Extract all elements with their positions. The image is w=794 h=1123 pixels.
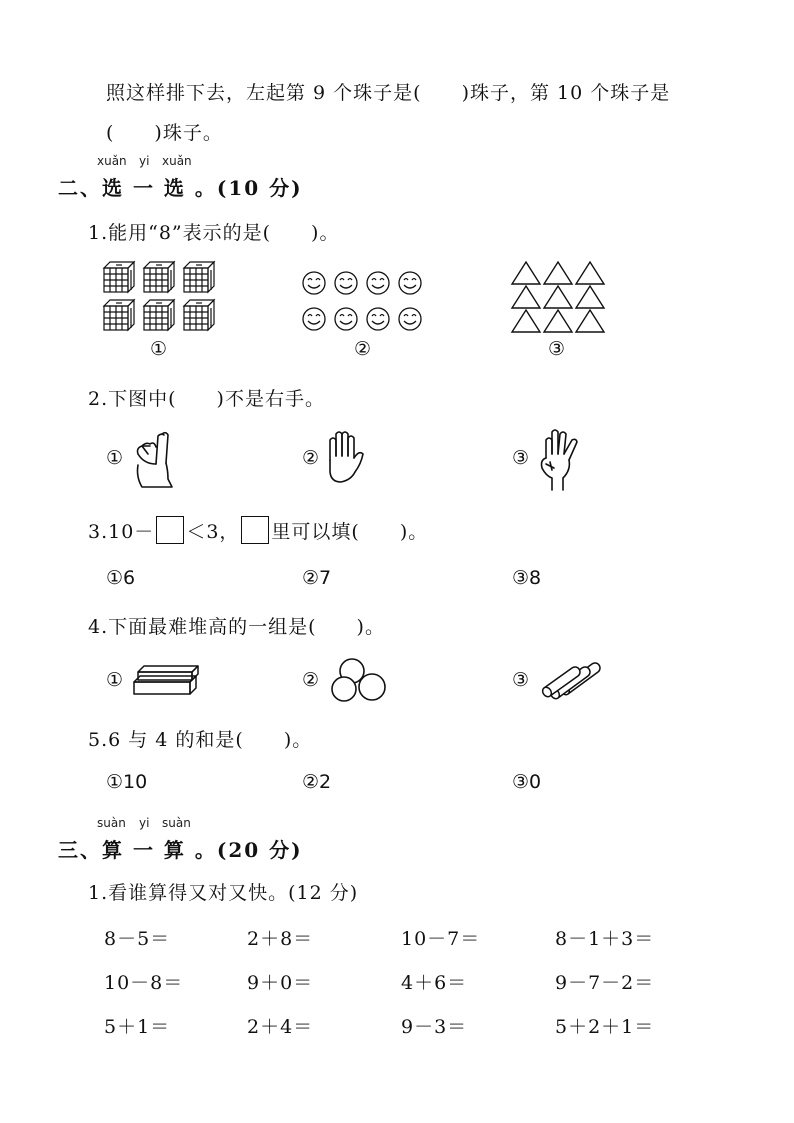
smiley-faces-icon bbox=[302, 271, 428, 333]
section-2-title: 二、选 一 选 。(10 分) bbox=[58, 176, 303, 200]
cube-group-icon bbox=[104, 262, 224, 334]
question-2-1: 1.能用“8”表示的是( )。 bbox=[88, 222, 340, 244]
equation: 2＋4＝ bbox=[247, 1016, 314, 1038]
q3-option-1: ①6 bbox=[106, 567, 136, 589]
q2-option-3-label: ③ bbox=[512, 447, 530, 469]
equation: 4＋6＝ bbox=[401, 972, 468, 994]
q1-option-3-label: ③ bbox=[548, 338, 566, 360]
question-2-2: 2.下图中( )不是右手。 bbox=[88, 388, 325, 410]
q3-option-2: ②7 bbox=[302, 567, 332, 589]
pinyin-xuan1: xuǎn bbox=[97, 154, 127, 168]
question-continuation-line1: 照这样排下去，左起第 9 个珠子是( )珠子，第 10 个珠子是 bbox=[106, 82, 671, 104]
equation: 9－7－2＝ bbox=[555, 972, 655, 994]
answer-box bbox=[241, 516, 269, 544]
q1-option-2-label: ② bbox=[354, 338, 372, 360]
q5-option-3: ③0 bbox=[512, 771, 542, 793]
q2-option-1-label: ① bbox=[106, 447, 124, 469]
equation: 5＋1＝ bbox=[104, 1016, 171, 1038]
equation: 8－1＋3＝ bbox=[555, 928, 655, 950]
pinyin-suan1: suàn bbox=[97, 816, 126, 830]
equation: 10－8＝ bbox=[104, 972, 184, 994]
cuboids-icon bbox=[134, 662, 200, 698]
equation: 8－5＝ bbox=[104, 928, 171, 950]
three-fingers-icon bbox=[538, 428, 586, 492]
q5-option-1: ①10 bbox=[106, 771, 148, 793]
q1-option-1-label: ① bbox=[150, 338, 168, 360]
pinyin-yi-2: yi bbox=[139, 816, 150, 830]
l-hand-gesture-icon bbox=[132, 430, 178, 490]
question-2-3 bbox=[88, 516, 428, 544]
q3-mid: ＜3， bbox=[186, 521, 240, 543]
question-3-1: 1.看谁算得又对又快。(12 分) bbox=[88, 882, 359, 904]
pinyin-xuan2: xuǎn bbox=[162, 154, 192, 168]
answer-box bbox=[156, 516, 184, 544]
question-continuation-line2: ( )珠子。 bbox=[106, 122, 223, 144]
pinyin-yi: yi bbox=[139, 154, 150, 168]
q2-option-2-label: ② bbox=[302, 447, 320, 469]
q3-prefix: 3.10－ bbox=[88, 521, 155, 543]
q3-option-3: ③8 bbox=[512, 567, 542, 589]
open-palm-icon bbox=[326, 430, 366, 484]
q5-option-2: ②2 bbox=[302, 771, 332, 793]
equation: 10－7＝ bbox=[401, 928, 481, 950]
equation: 9－3＝ bbox=[401, 1016, 468, 1038]
equation: 9＋0＝ bbox=[247, 972, 314, 994]
q4-option-2-label: ② bbox=[302, 669, 320, 691]
pinyin-suan2: suàn bbox=[162, 816, 191, 830]
q3-suffix: 里可以填( )。 bbox=[271, 521, 429, 543]
question-2-4: 4.下面最难堆高的一组是( )。 bbox=[88, 616, 385, 638]
equation: 2＋8＝ bbox=[247, 928, 314, 950]
triangles-icon bbox=[512, 262, 606, 334]
equation: 5＋2＋1＝ bbox=[555, 1016, 655, 1038]
q4-option-3-label: ③ bbox=[512, 669, 530, 691]
cylinders-icon bbox=[540, 660, 604, 700]
balls-icon bbox=[330, 657, 390, 703]
section-3-title: 三、算 一 算 。(20 分) bbox=[58, 838, 303, 862]
question-2-5: 5.6 与 4 的和是( )。 bbox=[88, 729, 313, 751]
q4-option-1-label: ① bbox=[106, 669, 124, 691]
